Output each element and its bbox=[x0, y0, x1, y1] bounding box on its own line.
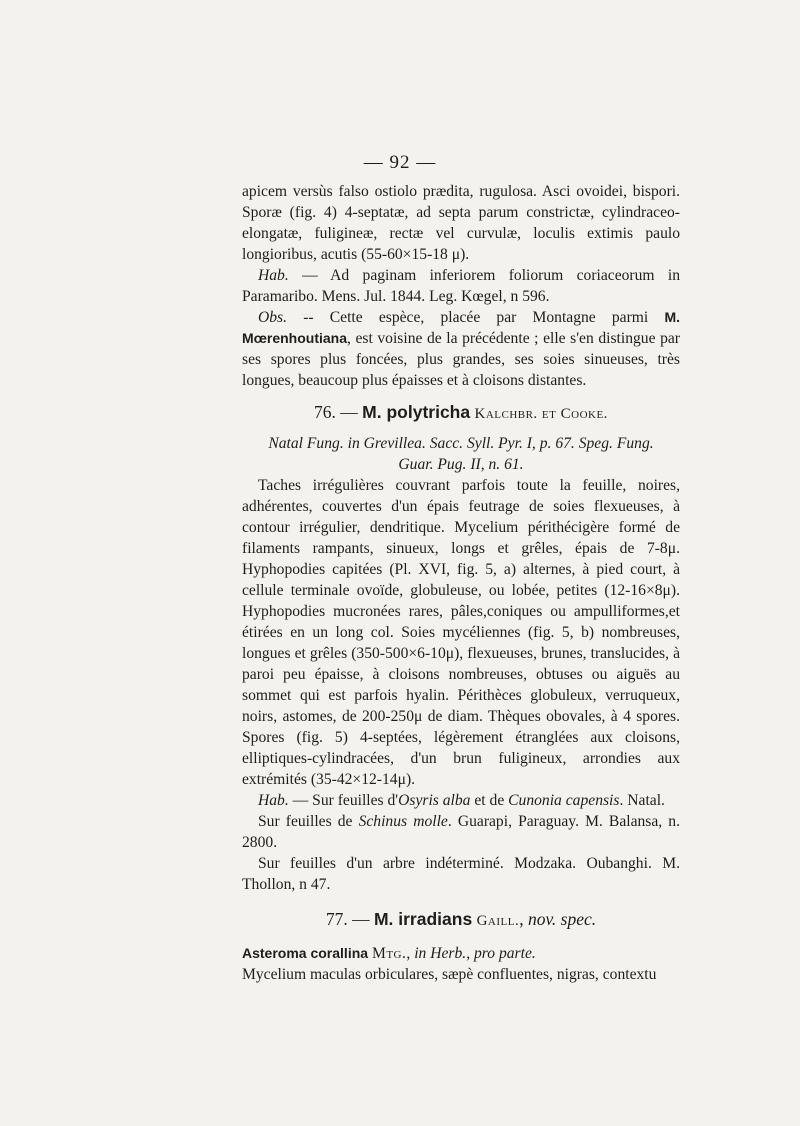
species-number: 76. — bbox=[314, 402, 363, 422]
synonym-name: Asteroma corallina bbox=[242, 945, 369, 961]
species-description: Mycelium maculas orbiculares, sæpè confluentes, nigras, contextu bbox=[242, 966, 657, 983]
obs-label: Obs. bbox=[258, 309, 288, 326]
habitat-paragraph bbox=[242, 265, 680, 307]
locality-paragraph bbox=[242, 811, 680, 853]
hab-text: . Natal. bbox=[619, 792, 665, 809]
habitat-paragraph bbox=[242, 790, 680, 811]
hab-label: Hab. bbox=[258, 792, 289, 809]
species-heading-77: 77. — M. irradians Gaill., nov. spec. bbox=[325, 909, 597, 929]
host-species: Schinus molle bbox=[358, 813, 448, 830]
host-species: Osyris alba bbox=[398, 792, 471, 809]
species-name: M. polytricha bbox=[362, 402, 471, 422]
hab-text: — Sur feuilles d' bbox=[288, 792, 399, 809]
locality-paragraph: Sur feuilles d'un arbre indéterminé. Modzaka. Oubanghi. M. Thollon, n 47. bbox=[242, 855, 680, 893]
synonym-author: Mtg. bbox=[371, 945, 407, 962]
obs-species: M. Mœrenhoutiana bbox=[242, 309, 680, 346]
species-name: M. irradians bbox=[373, 909, 473, 929]
continued-description: apicem versùs falso ostiolo prædita, rugulosa. Asci ovoidei, bispori. Sporæ (fig. 4) 4-septatæ, ad septa parum constrictæ, cylindraceo-elongatæ, fuligineæ, rectæ vel curvulæ, loculis extimis paulo longioribus, acutis (55-60×15-18 μ). bbox=[242, 183, 680, 263]
obs-text: -- Cette espèce, placée par Montagne parmi bbox=[287, 309, 665, 326]
synonym-extent: pro parte. bbox=[473, 945, 536, 962]
species-heading-76 bbox=[242, 400, 680, 426]
locality-text: Sur feuilles de bbox=[258, 813, 359, 830]
synonym-source: in Herb. bbox=[414, 945, 467, 962]
page-number: — 92 — bbox=[363, 152, 437, 173]
reference-line-2: Guar. Pug. II, n. 61. bbox=[398, 456, 524, 473]
species-status: nov. spec. bbox=[527, 909, 597, 929]
reference-line-1: Natal Fung. in Grevillea. Sacc. Syll. Pyr. I, p. 67. Speg. Fung. bbox=[268, 435, 654, 452]
host-species: Cunonia capensis bbox=[508, 792, 620, 809]
text-body bbox=[242, 181, 680, 985]
species-author: Gaill. bbox=[476, 913, 520, 929]
species-author: Kalchbr. et Cooke. bbox=[474, 406, 608, 422]
locality-text: . Guarapi, Paraguay. M. Balansa, n. 2800. bbox=[242, 813, 680, 851]
hab-text: — Ad paginam inferiorem foliorum coriaceorum in Paramaribo. Mens. Jul. 1844. Leg. Kœgel, n 596. bbox=[242, 267, 680, 305]
synonym-line: Asteroma corallina Mtg., in Herb., pro parte. bbox=[242, 945, 536, 962]
species-description: Taches irrégulières couvrant parfois toute la feuille, noires, adhérentes, couvertes d'un épais feutrage de soies flexueuses, à contour irrégulier, dendritique. Mycelium périthécigère formé de filaments rampants, sinueux, longs et grêles, épais de 7-8μ. Hyphopodies capitées (Pl. XVI, fig. 5, a) alternes, à pied court, à cellule terminale ovoïde, globuleuse, ou lobée, petites (12-16×8μ). Hyphopodies mucronées rares, pâles,coniques ou ampulliformes,et étirées en un long col. Soies mycéliennes (fig. 5, b) nombreuses, longues et grêles (350-500×6-10μ), flexueuses, brunes, translucides, à paroi peu épaisse, à cloisons nombreuses, obtuses ou aiguës au sommet qui est parfois hyalin. Périthèces globuleux, verruqueux, noirs, astomes, de 200-250μ de diam. Thèques obovales, à 4 spores. Spores (fig. 5) 4-septées, légèrement étranglées aux cloisons, elliptiques-cylindracées, d'un brun fuligineux, arrondies aux extrémités (35-42×12-14μ). bbox=[242, 477, 680, 788]
obs-text-continued: , est voisine de la précédente ; elle s'en distingue par ses spores plus foncées, plus grandes, ses soies sinueuses, très longues, beaucoup plus épaisses et à cloisons distantes. bbox=[242, 330, 680, 389]
hab-label: Hab. bbox=[258, 267, 289, 284]
hab-text: et de bbox=[470, 792, 509, 809]
species-number: 77. — bbox=[325, 909, 374, 929]
observation-paragraph bbox=[242, 307, 680, 391]
